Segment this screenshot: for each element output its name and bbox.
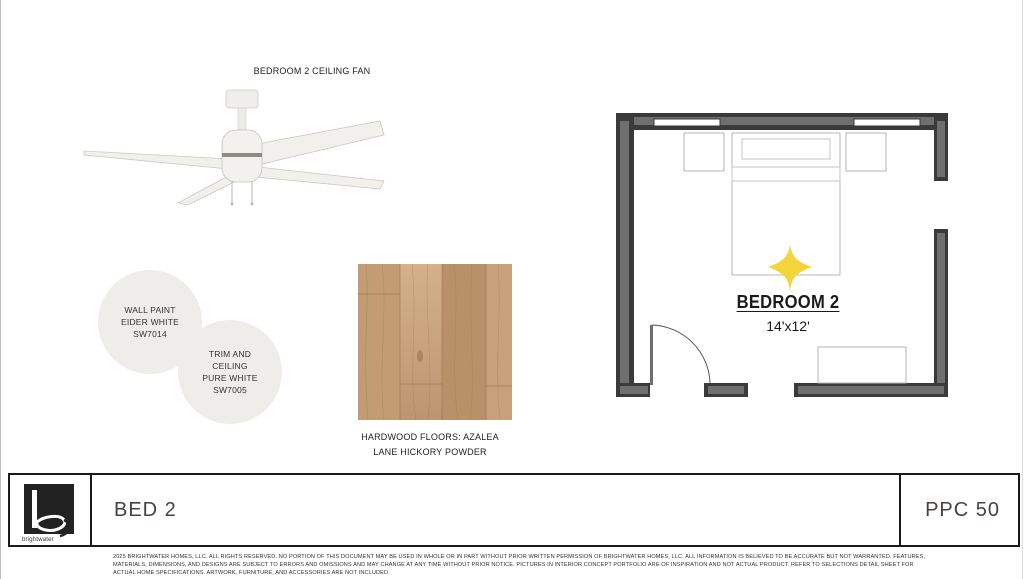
flooring-caption-line-1: HARDWOOD FLOORS: AZALEA — [361, 432, 499, 442]
page-code: PPC 50 — [925, 499, 1000, 521]
trim-paint-swatch — [178, 320, 282, 424]
trim-paint-label-2: CEILING — [212, 361, 248, 371]
logo-wordmark: brightwater — [22, 537, 54, 543]
wall-paint-code: SW7014 — [133, 329, 167, 339]
trim-paint-color-name: PURE WHITE — [202, 373, 258, 383]
title-bar-divider-left — [90, 475, 92, 545]
wall-paint-label: WALL PAINT — [124, 305, 176, 315]
page-border-right — [1022, 0, 1023, 579]
floor-plan — [614, 111, 950, 401]
title-bar — [8, 473, 1020, 547]
hardwood-sample-image — [358, 264, 512, 420]
page-border-left — [0, 0, 1, 579]
title-bar-divider-right — [899, 475, 901, 545]
flooring-caption — [330, 430, 530, 460]
ceiling-fan-image — [80, 85, 390, 210]
legal-disclaimer: 2025 BRIGHTWATER HOMES, LLC. ALL RIGHTS RESERVED. NO PORTION OF THIS DOCUMENT MAY BE USED IN WHOLE OR IN PART WITHOUT PRIOR WRITTEN PERMISSION OF BRIGHTWATER HOMES, LLC. ALL INFORMATION IS BELIEVED TO BE ACCURATE BUT NOT WARRANTED. FEATURES, MATERIALS, DIMENSIONS, AND DESIGNS ARE SUBJECT TO ERRORS AND OMISSIONS AND MAY CHANGE AT ANY TIME WITHOUT PRIOR NOTICE. PICTURES IN INTERIOR CONCEPT PORTFOLIO ARE OF INSPIRATION AND NOT ACTUAL PRODUCT. REFER TO SELECTIONS DETAIL SHEET FOR ACTUAL HOME SPECIFICATIONS. ARTWORK, FURNITURE, AND ACCESSORIES ARE NOT INCLUDED. — [113, 554, 926, 576]
fan-caption: BEDROOM 2 CEILING FAN — [253, 66, 371, 76]
trim-paint-label-1: TRIM AND — [208, 349, 252, 359]
wall-paint-color-name: EIDER WHITE — [121, 317, 179, 327]
trim-paint-code: SW7005 — [213, 385, 247, 395]
room-name-label: BEDROOM 2 — [736, 292, 840, 312]
room-title: BED 2 — [114, 499, 177, 521]
brightwater-logo-icon — [20, 482, 78, 542]
brightwater-logo — [20, 482, 78, 542]
flooring-caption-line-2: LANE HICKORY POWDER — [373, 447, 487, 457]
room-size-label: 14'x12' — [766, 318, 810, 334]
